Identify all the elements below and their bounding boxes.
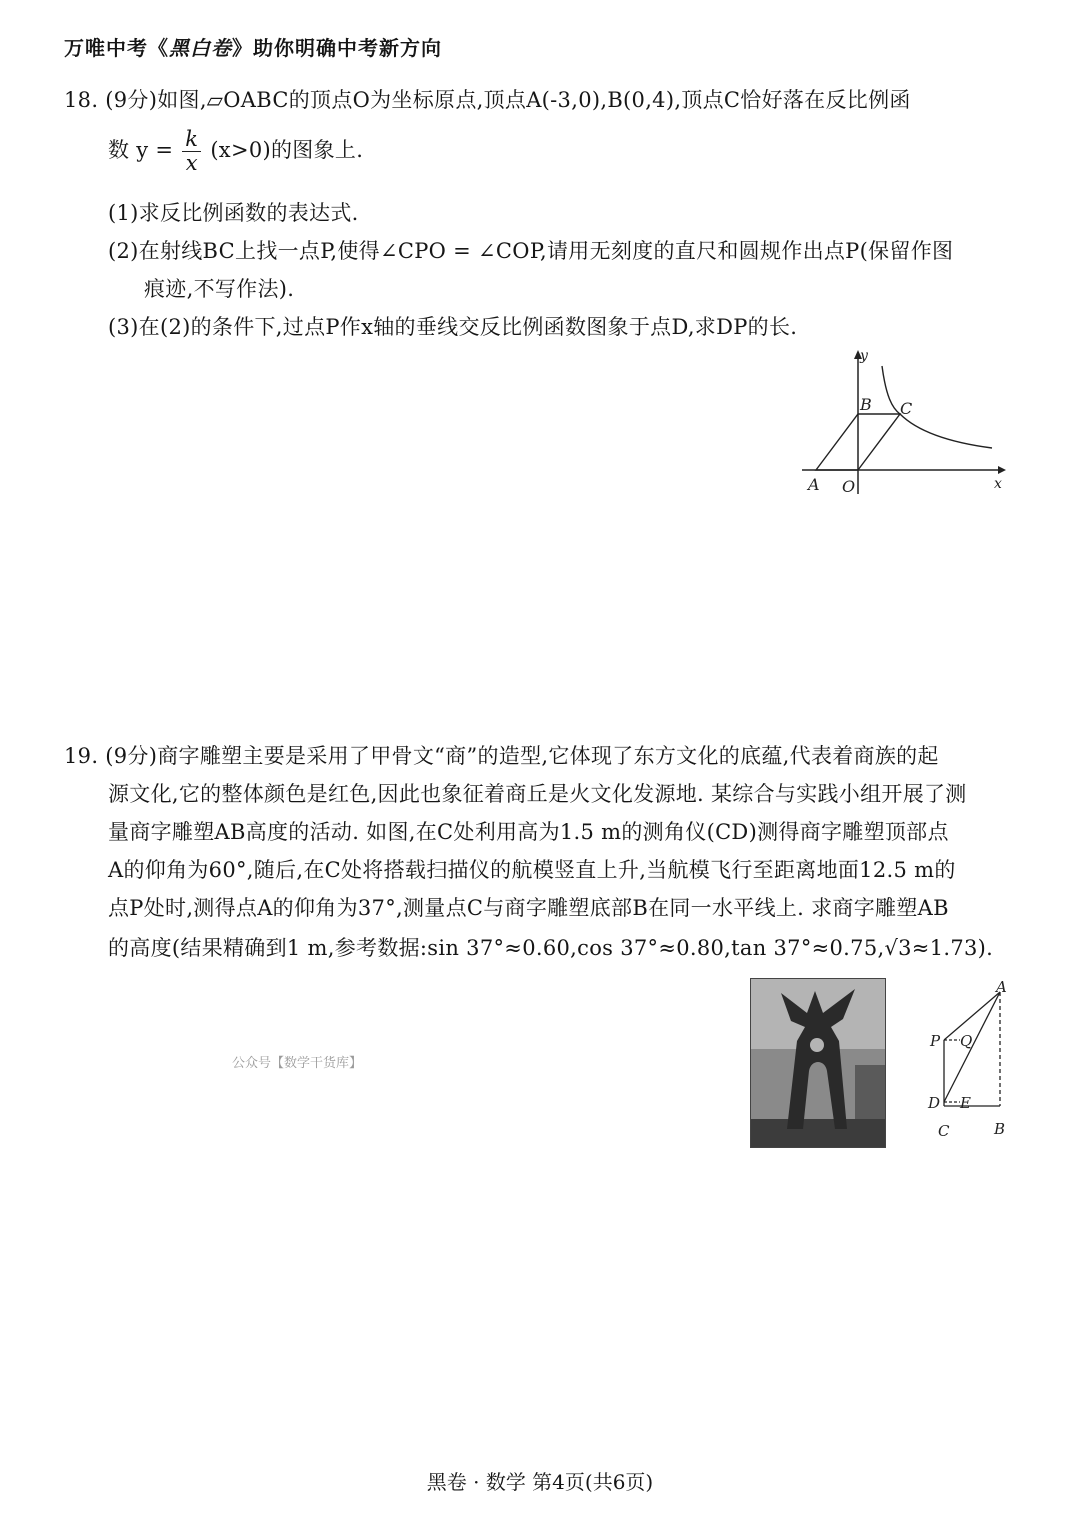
q18-part2a: (2)在射线BC上找一点P,使得∠CPO = ∠COP,请用无刻度的直尺和圆规作出点P(保留作图 (108, 239, 954, 263)
q18-line2 (108, 128, 363, 175)
q18-label-x: x (994, 476, 1002, 492)
header-prefix: 万唯中考《 (64, 36, 169, 60)
sculpture-photo (750, 978, 886, 1148)
q18-fraction (182, 128, 201, 175)
q18-label-A: A (808, 475, 820, 494)
q18-label-C: C (900, 399, 913, 418)
q19-line4: A的仰角为60°,随后,在C处将搭载扫描仪的航模竖直上升,当航模飞行至距离地面12.5 m的 (108, 858, 956, 882)
header-suffix: 》助你明确中考新方向 (232, 36, 442, 60)
page-footer: 黑卷 · 数学 第4页(共6页) (426, 1470, 654, 1494)
q19-label-Q: Q (960, 1032, 973, 1050)
q18-line2-post: (x>0)的图象上. (210, 138, 364, 163)
q19-label-E: E (960, 1094, 971, 1112)
q18-part3: (3)在(2)的条件下,过点P作x轴的垂线交反比例函数图象于点D,求DP的长. (108, 315, 798, 339)
q19-line2: 源文化,它的整体颜色是红色,因此也象征着商丘是火文化发源地. 某综合与实践小组开展了测 (108, 782, 967, 806)
q19-label-C: C (938, 1122, 950, 1140)
q18-part2b: 痕迹,不写作法). (144, 277, 295, 301)
q19-label-A: A (996, 978, 1007, 996)
watermark-text: 公众号【数学干货库】 (232, 1056, 363, 1071)
q18-label-B: B (860, 395, 872, 414)
q19-label-P: P (930, 1032, 941, 1050)
q18-line2-pre: 数 y = (108, 138, 174, 163)
q19-label-D: D (928, 1094, 941, 1112)
q19-line1: 19. (9分)商字雕塑主要是采用了甲骨文“商”的造型,它体现了东方文化的底蕴,代表着商族的起 (64, 744, 939, 768)
q19-label-B: B (994, 1120, 1006, 1138)
header-bold: 黑白卷 (169, 36, 232, 60)
q18-fraction-den: x (185, 151, 198, 176)
q18-fraction-num: k (182, 128, 201, 152)
q18-figure (796, 344, 1016, 500)
q19-figure (926, 978, 1016, 1142)
q18-part1: (1)求反比例函数的表达式. (108, 201, 359, 225)
q19-line5: 点P处时,测得点A的仰角为37°,测量点C与商字雕塑底部B在同一水平线上. 求商字雕塑AB (108, 896, 949, 920)
q19-line3: 量商字雕塑AB高度的活动. 如图,在C处利用高为1.5 m的测角仪(CD)测得商字雕塑顶部点 (108, 820, 949, 844)
q19-line6: 的高度(结果精确到1 m,参考数据:sin 37°≈0.60,cos 37°≈0.80,tan 37°≈0.75,√3≈1.73). (108, 936, 994, 960)
q18-label-y: y (860, 348, 868, 364)
page-header (64, 32, 442, 61)
sculpture-illustration (751, 979, 885, 1147)
q18-label-O: O (842, 477, 856, 496)
q18-line1: 18. (9分)如图,▱OABC的顶点O为坐标原点,顶点A(-3,0),B(0,4),顶点C恰好落在反比例函 (64, 88, 911, 112)
